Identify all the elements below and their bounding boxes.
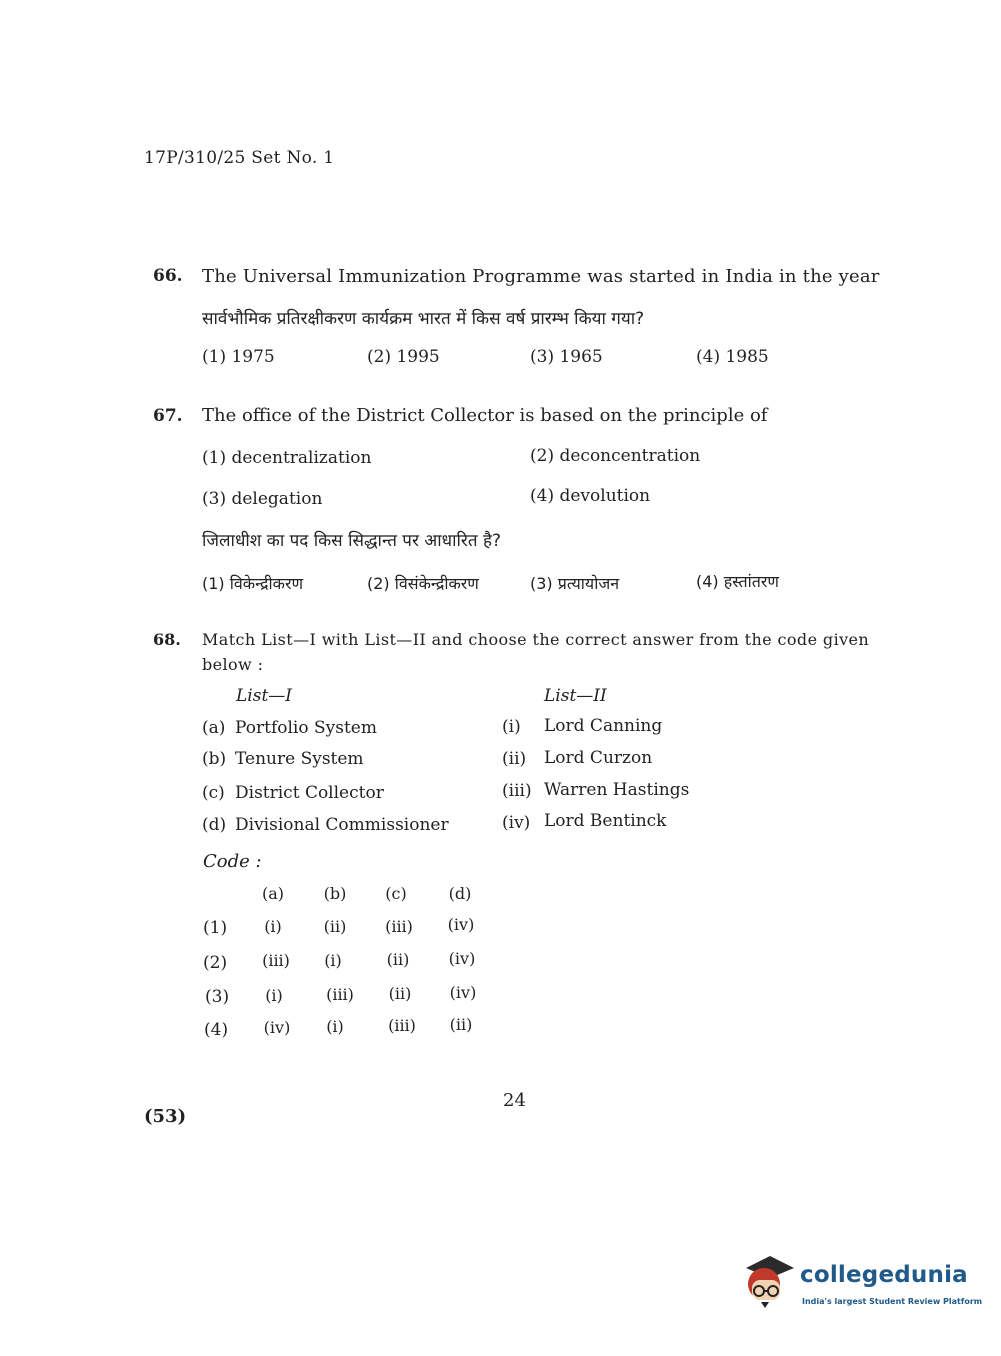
list2-key-iv: (iv) bbox=[502, 813, 531, 833]
q66-option-1: (1) 1975 bbox=[202, 347, 275, 367]
list2-key-i: (i) bbox=[502, 717, 521, 737]
q67-option-hi-2: (2) विसंकेन्द्रीकरण bbox=[367, 574, 479, 593]
list2-item-i: Lord Canning bbox=[544, 716, 663, 736]
q67-option-1: (1) decentralization bbox=[202, 448, 372, 468]
code-2-c: (ii) bbox=[386, 950, 410, 969]
code-4-a: (iv) bbox=[263, 1018, 291, 1037]
q67-option-hi-1: (1) विकेन्द्रीकरण bbox=[202, 574, 304, 593]
code-3-d: (iv) bbox=[449, 983, 477, 1002]
code-1-c: (iii) bbox=[385, 917, 413, 936]
code-2-b: (i) bbox=[324, 951, 342, 970]
q66-text-en: The Universal Immunization Programme was started in India in the year bbox=[202, 266, 880, 287]
q66-option-4: (4) 1985 bbox=[696, 347, 769, 367]
list2-item-ii: Lord Curzon bbox=[544, 748, 653, 768]
code-4-c: (iii) bbox=[388, 1016, 416, 1035]
list1-title: List—I bbox=[236, 686, 292, 706]
q66-number: 66. bbox=[153, 266, 183, 286]
list2-title: List—II bbox=[544, 686, 607, 706]
code-header-b: (b) bbox=[323, 884, 347, 903]
brand-tagline: India's largest Student Review Platform bbox=[802, 1297, 983, 1306]
list2-key-iii: (iii) bbox=[502, 781, 532, 801]
code-1-a: (i) bbox=[264, 917, 282, 936]
brand-name: collegedunia bbox=[800, 1262, 968, 1288]
code-2-a: (iii) bbox=[262, 951, 290, 970]
list1-item-d: Divisional Commissioner bbox=[235, 815, 449, 835]
code-1-b: (ii) bbox=[323, 917, 347, 936]
set-code: 17P/310/25 Set No. 1 bbox=[144, 148, 335, 168]
paper-code: (53) bbox=[144, 1106, 187, 1127]
list1-key-d: (d) bbox=[202, 815, 227, 835]
code-3-a: (i) bbox=[265, 986, 283, 1005]
q66-option-3: (3) 1965 bbox=[530, 347, 603, 367]
code-3-c: (ii) bbox=[388, 984, 412, 1003]
code-option-3: (3) bbox=[205, 987, 230, 1007]
code-option-2: (2) bbox=[203, 953, 228, 973]
list2-item-iv: Lord Bentinck bbox=[544, 811, 667, 831]
code-1-d: (iv) bbox=[447, 915, 475, 934]
q67-text-en: The office of the District Collector is based on the principle of bbox=[202, 405, 768, 426]
q67-option-hi-3: (3) प्रत्यायोजन bbox=[530, 574, 620, 593]
list1-item-a: Portfolio System bbox=[235, 718, 377, 738]
list2-key-ii: (ii) bbox=[502, 749, 527, 769]
q68-number: 68. bbox=[153, 630, 181, 649]
list1-key-b: (b) bbox=[202, 749, 227, 769]
q67-number: 67. bbox=[153, 406, 183, 426]
code-4-b: (i) bbox=[326, 1017, 344, 1036]
list1-key-c: (c) bbox=[202, 783, 225, 803]
q67-text-hi: जिलाधीश का पद किस सिद्धान्त पर आधारित है? bbox=[202, 531, 502, 551]
code-header-d: (d) bbox=[448, 884, 472, 903]
q67-option-3: (3) delegation bbox=[202, 489, 323, 509]
q68-text-line2: below : bbox=[202, 655, 264, 674]
list1-item-b: Tenure System bbox=[235, 749, 364, 769]
code-option-1: (1) bbox=[203, 918, 228, 938]
code-label: Code : bbox=[203, 851, 262, 872]
code-option-4: (4) bbox=[204, 1020, 229, 1040]
code-header-c: (c) bbox=[385, 884, 407, 903]
q68-text-line1: Match List—I with List—II and choose the correct answer from the code given bbox=[202, 630, 870, 649]
list1-key-a: (a) bbox=[202, 718, 226, 738]
q66-text-hi: सार्वभौमिक प्रतिरक्षीकरण कार्यक्रम भारत में किस वर्ष प्रारम्भ किया गया? bbox=[202, 309, 645, 329]
code-header-a: (a) bbox=[261, 884, 285, 903]
list1-item-c: District Collector bbox=[235, 783, 384, 803]
q67-option-hi-4: (4) हस्तांतरण bbox=[696, 572, 779, 591]
list2-item-iii: Warren Hastings bbox=[544, 780, 690, 800]
q67-option-4: (4) devolution bbox=[530, 486, 651, 506]
code-2-d: (iv) bbox=[448, 949, 476, 968]
code-3-b: (iii) bbox=[326, 985, 354, 1004]
code-4-d: (ii) bbox=[449, 1015, 473, 1034]
q67-option-2: (2) deconcentration bbox=[530, 446, 701, 466]
page-number: 24 bbox=[503, 1090, 526, 1111]
collegedunia-logo-icon bbox=[742, 1250, 798, 1312]
q66-option-2: (2) 1995 bbox=[367, 347, 440, 367]
